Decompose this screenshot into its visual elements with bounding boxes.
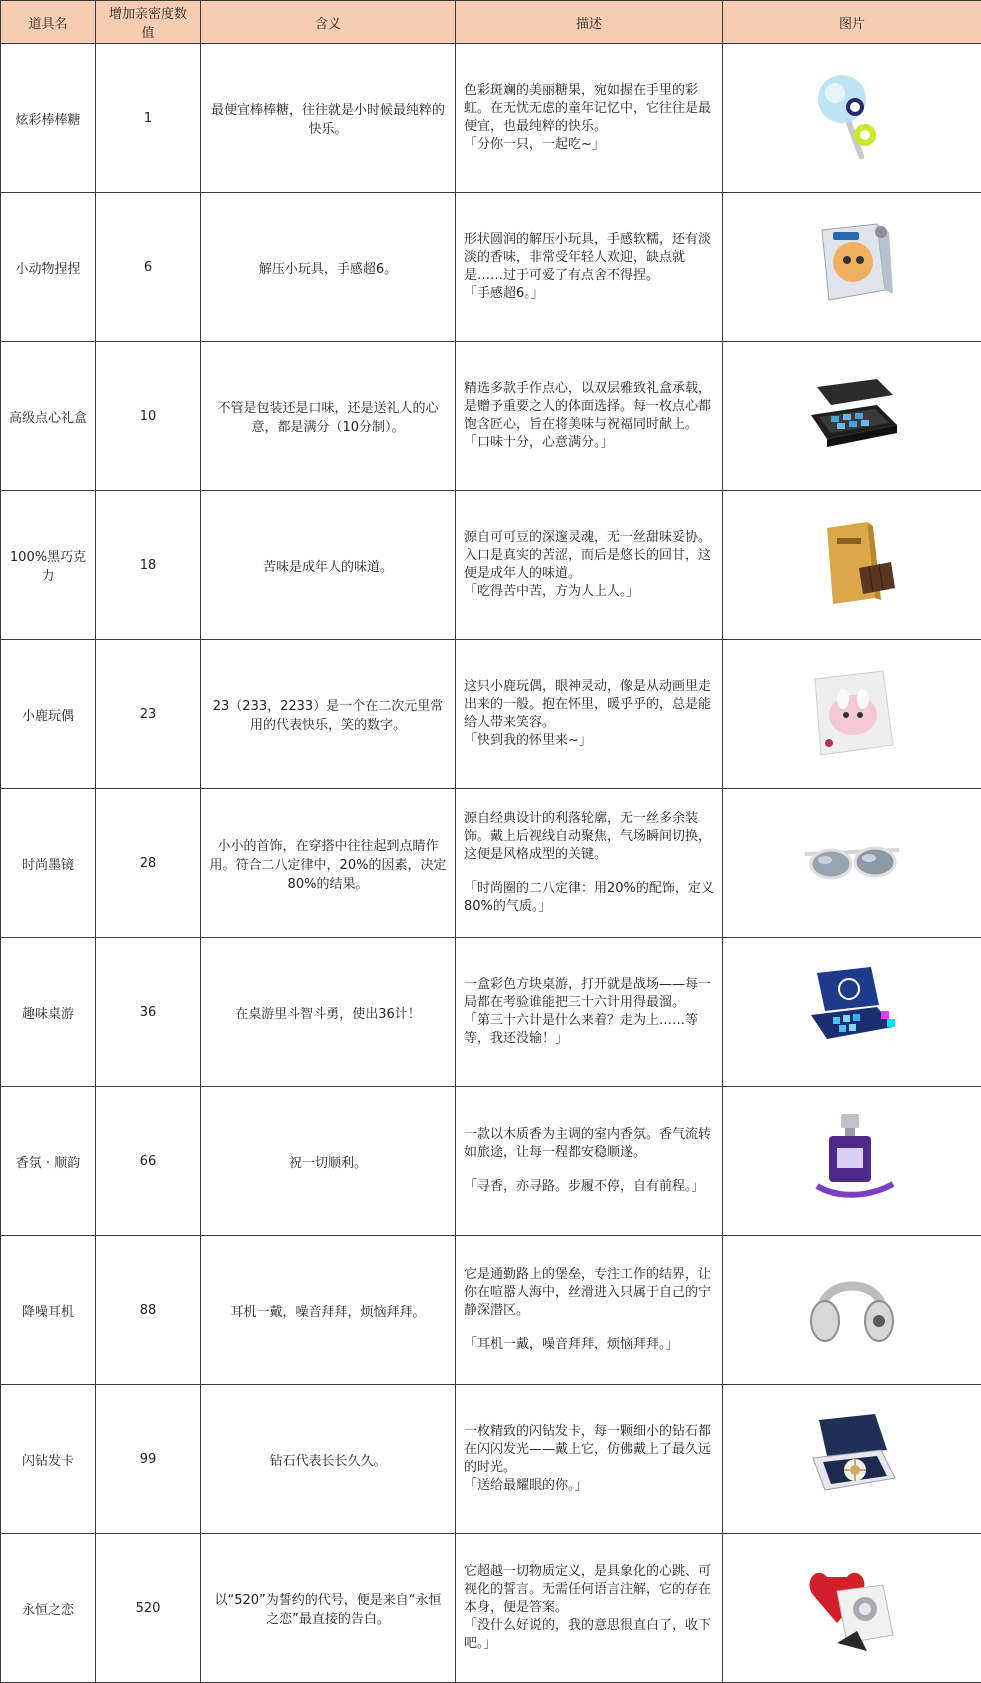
item-name: 小动物捏捏 [1, 193, 96, 342]
item-name: 小鹿玩偶 [1, 640, 96, 789]
perfume-icon [797, 1104, 907, 1214]
item-name: 闪钻发卡 [1, 1385, 96, 1534]
table-row [1, 1236, 981, 1385]
intimacy-value: 6 [96, 193, 201, 342]
description-text: 一枚精致的闪钻发卡，每一颗细小的钻石都在闪闪发光——戴上它，仿佛戴上了最久远的时光。 [464, 1424, 712, 1475]
table-row [1, 491, 981, 640]
item-image [723, 1385, 981, 1534]
heart-gift-icon [797, 1551, 907, 1661]
description-text: 精选多款手作点心，以双层雅致礼盒承载，是赠予重要之人的体面选择。每一枚点心都饱含匠心，旨在将美味与祝福同时献上。 [464, 381, 712, 432]
description-text: 这只小鹿玩偶，眼神灵动，像是从动画里走出来的一般。抱在怀里，暖乎乎的，总是能给人带来笑容。 [464, 679, 712, 730]
description-text: 色彩斑斓的美丽糖果，宛如握在手里的彩虹。在无忧无虑的童年记忆中，它往往是最便宜，也最纯粹的快乐。 [464, 83, 712, 134]
item-description [456, 1385, 723, 1534]
intimacy-value: 520 [96, 1534, 201, 1683]
intimacy-value: 99 [96, 1385, 201, 1534]
description-text: 它是通勤路上的堡垒，专注工作的结界，让你在喧嚣人海中，丝滑进入只属于自己的宁静深潜区。 [464, 1267, 712, 1318]
table-header-row [1, 1, 981, 44]
table-row [1, 1087, 981, 1236]
deer-plush-icon [797, 657, 907, 767]
description-quote: 「吃得苦中苦，方为人上人。」 [464, 584, 640, 599]
item-meaning: 苦味是成年人的味道。 [201, 491, 456, 640]
intimacy-value: 1 [96, 44, 201, 193]
item-meaning: 祝一切顺利。 [201, 1087, 456, 1236]
item-image [723, 491, 981, 640]
description-quote: 「快到我的怀里来~」 [464, 733, 592, 748]
item-name: 降噪耳机 [1, 1236, 96, 1385]
header-intimacy-value: 增加亲密度数值 [96, 1, 201, 44]
item-meaning: 最便宜棒棒糖，往往就是小时候最纯粹的快乐。 [201, 44, 456, 193]
item-description [456, 1087, 723, 1236]
description-quote: 「耳机一戴，噪音拜拜，烦恼拜拜。」 [464, 1337, 679, 1352]
description-text: 一款以木质香为主调的室内香氛。香气流转如旅途，让每一程都安稳顺遂。 [464, 1127, 712, 1160]
table-row [1, 938, 981, 1087]
description-quote: 「寻香，亦寻路。步履不停，自有前程。」 [464, 1179, 705, 1194]
description-text: 它超越一切物质定义，是具象化的心跳、可视化的誓言。无需任何语言注解，它的存在本身，便是答案。 [464, 1564, 712, 1615]
item-description [456, 1236, 723, 1385]
item-image [723, 44, 981, 193]
table-row [1, 640, 981, 789]
item-description [456, 491, 723, 640]
item-meaning: 在桌游里斗智斗勇，使出36计！ [201, 938, 456, 1087]
dessert-box-icon [797, 359, 907, 469]
description-quote: 「分你一只，一起吃~」 [464, 137, 605, 152]
item-meaning: 耳机一戴，噪音拜拜，烦恼拜拜。 [201, 1236, 456, 1385]
item-meaning: 解压小玩具，手感超6。 [201, 193, 456, 342]
item-meaning: 不管是包装还是口味，还是送礼人的心意，都是满分（10分制）。 [201, 342, 456, 491]
item-meaning: 小小的首饰，在穿搭中往往起到点睛作用。符合二八定律中，20%的因素，决定80%的结果。 [201, 789, 456, 938]
intimacy-value: 28 [96, 789, 201, 938]
intimacy-value: 23 [96, 640, 201, 789]
item-image [723, 342, 981, 491]
table-row [1, 342, 981, 491]
description-quote: 「没什么好说的，我的意思很直白了，收下吧。」 [464, 1618, 712, 1651]
item-image [723, 193, 981, 342]
item-name: 趣味桌游 [1, 938, 96, 1087]
item-name: 香氛 · 顺韵 [1, 1087, 96, 1236]
item-image [723, 640, 981, 789]
item-image [723, 1236, 981, 1385]
header-description: 描述 [456, 1, 723, 44]
header-meaning: 含义 [201, 1, 456, 44]
item-name: 炫彩棒棒糖 [1, 44, 96, 193]
intimacy-value: 88 [96, 1236, 201, 1385]
description-quote: 「第三十六计是什么来着？走为上……等等，我还没输！」 [464, 1013, 699, 1046]
item-name: 永恒之恋 [1, 1534, 96, 1683]
item-description [456, 640, 723, 789]
item-meaning: 以“520”为誓约的代号，便是来自“永恒之恋”最直接的告白。 [201, 1534, 456, 1683]
description-quote: 「时尚圈的二八定律：用20%的配饰，定义80%的气质。」 [464, 881, 714, 914]
lollipop-icon [797, 61, 907, 171]
description-quote: 「口味十分，心意满分。」 [464, 435, 614, 450]
intimacy-value: 66 [96, 1087, 201, 1236]
item-description [456, 44, 723, 193]
table-row [1, 1534, 981, 1683]
hairpin-icon [797, 1402, 907, 1512]
item-image [723, 938, 981, 1087]
description-text: 源自可可豆的深邃灵魂，无一丝甜味妥协。入口是真实的苦涩，而后是悠长的回甘，这便是成年人的味道。 [464, 530, 712, 581]
item-description [456, 1534, 723, 1683]
chocolate-icon [797, 508, 907, 618]
item-image [723, 789, 981, 938]
item-meaning: 23（233，2233）是一个在二次元里常用的代表快乐，笑的数字。 [201, 640, 456, 789]
headphones-icon [797, 1253, 907, 1363]
description-text: 源自经典设计的利落轮廓，无一丝多余装饰。戴上后视线自动聚焦，气场瞬间切换，这便是风格成型的关键。 [464, 811, 712, 862]
intimacy-value: 18 [96, 491, 201, 640]
item-description [456, 789, 723, 938]
table-row [1, 193, 981, 342]
description-text: 形状圆润的解压小玩具，手感软糯，还有淡淡的香味，非常受年轻人欢迎，缺点就是……过于可爱了有点舍不得捏。 [464, 232, 712, 283]
table-row [1, 1385, 981, 1534]
table-row [1, 44, 981, 193]
header-item-name: 道具名 [1, 1, 96, 44]
item-image [723, 1534, 981, 1683]
sunglasses-icon [797, 806, 907, 916]
intimacy-value: 36 [96, 938, 201, 1087]
item-description [456, 193, 723, 342]
item-name: 高级点心礼盒 [1, 342, 96, 491]
item-name: 时尚墨镜 [1, 789, 96, 938]
item-description [456, 938, 723, 1087]
item-meaning: 钻石代表长长久久。 [201, 1385, 456, 1534]
description-quote: 「送给最耀眼的你。」 [464, 1478, 588, 1493]
squishy-toy-icon [797, 210, 907, 320]
description-text: 一盒彩色方块桌游，打开就是战场——每一局都在考验谁能把三十六计用得最溜。 [464, 977, 712, 1010]
header-image: 图片 [723, 1, 981, 44]
item-image [723, 1087, 981, 1236]
board-game-icon [797, 955, 907, 1065]
item-name: 100%黑巧克力 [1, 491, 96, 640]
item-description [456, 342, 723, 491]
table-row [1, 789, 981, 938]
description-quote: 「手感超6。」 [464, 286, 544, 301]
intimacy-value: 10 [96, 342, 201, 491]
